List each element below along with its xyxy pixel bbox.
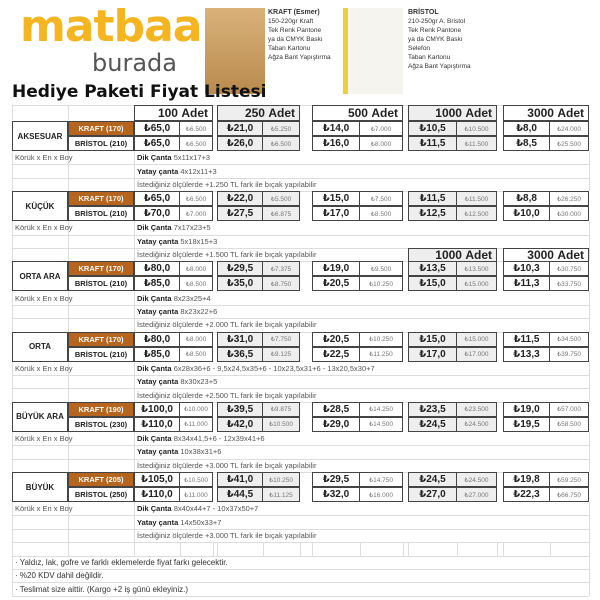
total-price: ₺8.000: [180, 261, 213, 276]
grid-line: [12, 582, 13, 595]
custom-size-note: İstediğiniz ölçülerde +3.000 TL fark ile bıçak yapılabilir: [137, 530, 317, 540]
material-label-kraft: KRAFT (170): [68, 121, 134, 136]
material-label-kraft: KRAFT (205): [68, 472, 134, 487]
material-label-kraft: KRAFT (170): [68, 332, 134, 347]
dik-dimensions: 8x40x44+7 - 10x37x50+7: [173, 504, 259, 514]
unit-price: ₺23,5: [408, 402, 457, 417]
grid-line: [12, 305, 13, 318]
unit-price: ₺24,5: [408, 472, 457, 487]
dim-row: [134, 432, 589, 445]
quantity-header-1000: [408, 248, 497, 262]
quantity-unit: Adet: [371, 106, 398, 120]
unit-price: ₺13,3: [503, 347, 550, 362]
total-price: ₺26.250: [550, 191, 589, 206]
product-line: Selefon: [408, 45, 431, 52]
grid-line: [589, 582, 590, 595]
product-line: Ağza Bant Yapıştırma: [408, 63, 471, 70]
total-price: ₺14.750: [360, 472, 403, 487]
quantity-number: 100: [157, 106, 178, 120]
unit-price: ₺20,5: [312, 276, 360, 291]
yatay-dimensions: 10x38x31+6: [180, 447, 222, 457]
grid-line: [589, 445, 590, 458]
grid-line: [12, 178, 13, 191]
total-price: ₺11.250: [360, 347, 403, 362]
dim-row: [134, 291, 589, 304]
grid-line: [12, 248, 13, 261]
unit-price: ₺22,0: [217, 191, 263, 206]
unit-price: ₺19,8: [503, 472, 550, 487]
total-price: ₺12.500: [457, 206, 497, 221]
footer-note: · %20 KDV dahil değildir.: [15, 571, 104, 581]
group-label: ORTA ARA: [12, 261, 68, 291]
total-price: ₺7.000: [360, 121, 403, 136]
dimension-label: Körük x En x Boy: [15, 293, 73, 303]
product-line: Tek Renk Pantone: [268, 27, 322, 34]
total-price: ₺39.750: [550, 347, 589, 362]
grid-line: [589, 305, 590, 318]
total-price: ₺6.500: [180, 121, 213, 136]
dik-label: Dik Çanta: [137, 504, 172, 514]
grid-line: [589, 529, 590, 542]
unit-price: ₺8,5: [503, 136, 550, 151]
material-label-bristol: BRİSTOL (230): [68, 417, 134, 432]
grid-line: [497, 542, 498, 555]
grid-line: [300, 542, 301, 555]
total-price: ₺59.250: [550, 472, 589, 487]
footer-note: · Yaldız, lak, gofre ve farklı eklemelerde fiyat farkı gelecektir.: [15, 557, 228, 567]
unit-price: ₺19,5: [503, 417, 550, 432]
total-price: ₺24.500: [457, 417, 497, 432]
dik-label: Dik Çanta: [137, 363, 172, 373]
group-label: KÜÇÜK: [12, 191, 68, 221]
product-line: ya da CMYK Baskı: [268, 36, 323, 43]
product-line: Taban Kartonu: [408, 54, 451, 61]
material-label-bristol: BRİSTOL (210): [68, 347, 134, 362]
unit-price: ₺24,5: [408, 417, 457, 432]
grid-line: [589, 235, 590, 248]
yatay-dimensions: 14x50x33+7: [180, 517, 222, 527]
grid-line: [12, 569, 13, 582]
total-price: ₺11.000: [180, 487, 213, 502]
kraft-product-info: [268, 8, 331, 62]
grid-line: [12, 105, 13, 120]
grid-line: [589, 362, 590, 375]
total-price: ₺6.500: [180, 136, 213, 151]
quantity-header-250: [217, 105, 300, 121]
quantity-header-3000: [503, 105, 589, 121]
yatay-row: [134, 375, 589, 388]
unit-price: ₺15,0: [408, 332, 457, 347]
grid-line: [12, 164, 13, 177]
dimension-label: Körük x En x Boy: [15, 433, 73, 443]
unit-price: ₺10,3: [503, 261, 550, 276]
product-line: Tek Renk Pantone: [408, 27, 462, 34]
product-line: Taban Kartonu: [268, 45, 311, 52]
total-price: ₺5.250: [263, 121, 300, 136]
unit-price: ₺19,0: [312, 261, 360, 276]
grid-line: [68, 542, 69, 555]
quantity-unit: Adet: [268, 106, 295, 120]
grid-line: [68, 178, 69, 191]
dik-label: Dik Çanta: [137, 153, 172, 163]
dik-dimensions: 7x17x23+5: [173, 223, 211, 233]
grid-line: [312, 542, 313, 555]
bristol-product-name: BRİSTOL: [408, 9, 439, 16]
total-price: ₺57.000: [550, 402, 589, 417]
custom-size-note: İstediğiniz ölçülerde +3.000 TL fark ile bıçak yapılabilir: [137, 460, 317, 470]
unit-price: ₺26,0: [217, 136, 263, 151]
product-line: 210-250gr A. Bristol: [408, 18, 466, 25]
grid-line: [68, 445, 69, 458]
unit-price: ₺32,0: [312, 487, 360, 502]
unit-price: ₺80,0: [134, 261, 180, 276]
unit-price: ₺11,3: [503, 276, 550, 291]
grid-line: [589, 432, 590, 445]
unit-price: ₺70,0: [134, 206, 180, 221]
dik-dimensions: 8x23x25+4: [173, 293, 211, 303]
yatay-label: Yatay çanta: [137, 306, 179, 316]
group-label: AKSESUAR: [12, 121, 68, 151]
unit-price: ₺8,0: [503, 121, 550, 136]
total-price: ₺15.000: [457, 332, 497, 347]
unit-price: ₺15,0: [408, 276, 457, 291]
total-price: ₺15.000: [457, 276, 497, 291]
total-price: ₺10.250: [360, 332, 403, 347]
grid-line: [589, 375, 590, 388]
total-price: ₺11.125: [263, 487, 300, 502]
total-price: ₺23.500: [457, 402, 497, 417]
grid-line: [68, 388, 69, 401]
yatay-dimensions: 5x18x15+3: [180, 236, 218, 246]
material-label-bristol: BRİSTOL (210): [68, 136, 134, 151]
unit-price: ₺39,5: [217, 402, 263, 417]
unit-price: ₺17,0: [408, 347, 457, 362]
grid-line: [217, 542, 218, 555]
group-label: BÜYÜK: [12, 472, 68, 502]
unit-price: ₺20,5: [312, 332, 360, 347]
material-label-bristol: BRİSTOL (250): [68, 487, 134, 502]
grid-line: [589, 178, 590, 191]
yatay-label: Yatay çanta: [137, 166, 179, 176]
quantity-unit: Adet: [181, 106, 208, 120]
quantity-number: 1000: [435, 106, 462, 120]
total-price: ₺5.500: [263, 191, 300, 206]
grid-line: [68, 164, 69, 177]
grid-line: [589, 221, 590, 234]
total-price: ₺27.000: [457, 487, 497, 502]
quantity-unit: Adet: [557, 106, 584, 120]
yatay-row: [134, 164, 589, 177]
grid-line: [589, 556, 590, 569]
unit-price: ₺28,5: [312, 402, 360, 417]
unit-price: ₺29,0: [312, 417, 360, 432]
material-label-kraft: KRAFT (190): [68, 402, 134, 417]
dim-row: [134, 362, 589, 375]
unit-price: ₺65,0: [134, 121, 180, 136]
yatay-label: Yatay çanta: [137, 377, 179, 387]
grid-line: [12, 318, 13, 331]
unit-price: ₺22,5: [312, 347, 360, 362]
grid-line: [12, 459, 13, 472]
total-price: ₺10.250: [263, 472, 300, 487]
dik-label: Dik Çanta: [137, 293, 172, 303]
custom-size-note: İstediğiniz ölçülerde +1.500 TL fark ile bıçak yapılabilir: [137, 250, 317, 260]
unit-price: ₺42,0: [217, 417, 263, 432]
product-line: 150-220gr Kraft: [268, 18, 314, 25]
unit-price: ₺44,5: [217, 487, 263, 502]
total-price: ₺14.500: [360, 417, 403, 432]
grid-line: [12, 445, 13, 458]
grid-line: [12, 388, 13, 401]
unit-price: ₺15,0: [312, 191, 360, 206]
bristol-product-info: [408, 8, 471, 71]
unit-price: ₺29,5: [312, 472, 360, 487]
dimension-label: Körük x En x Boy: [15, 223, 73, 233]
dimension-label: Körük x En x Boy: [15, 153, 73, 163]
total-price: ₺8.500: [360, 206, 403, 221]
total-price: ₺8.000: [360, 136, 403, 151]
total-price: ₺8.000: [180, 332, 213, 347]
page-title: Hediye Paketi Fiyat Listesi: [12, 82, 267, 102]
yatay-dimensions: 4x12x11+3: [180, 166, 217, 176]
grid-line: [457, 542, 458, 555]
unit-price: ₺16,0: [312, 136, 360, 151]
grid-line: [589, 459, 590, 472]
total-price: ₺25.500: [550, 136, 589, 151]
grid-line: [589, 164, 590, 177]
quantity-number: 3000: [527, 248, 554, 263]
unit-price: ₺27,5: [217, 206, 263, 221]
material-label-bristol: BRİSTOL (210): [68, 276, 134, 291]
unit-price: ₺12,5: [408, 206, 457, 221]
group-label: BÜYÜK ARA: [12, 402, 68, 432]
unit-price: ₺14,0: [312, 121, 360, 136]
quantity-number: 500: [347, 106, 368, 120]
yatay-row: [134, 445, 589, 458]
yatay-row: [134, 305, 589, 318]
brand-logo-burada: burada: [92, 49, 177, 77]
dim-row: [134, 221, 589, 234]
total-price: ₺17.000: [457, 347, 497, 362]
grid-line: [213, 542, 214, 555]
quantity-number: 3000: [527, 106, 554, 120]
grid-line: [408, 542, 409, 555]
custom-size-note: İstediğiniz ölçülerde +2.500 TL fark ile bıçak yapılabilir: [137, 390, 317, 400]
total-price: ₺6.500: [263, 136, 300, 151]
yatay-label: Yatay çanta: [137, 236, 179, 246]
total-price: ₺11.500: [457, 136, 497, 151]
total-price: ₺8.500: [180, 347, 213, 362]
grid-line: [589, 502, 590, 515]
total-price: ₺7.500: [360, 191, 403, 206]
dik-dimensions: 8x34x41,5+6 - 12x39x41+6: [173, 433, 265, 443]
grid-line: [134, 542, 135, 555]
unit-price: ₺10,5: [408, 121, 457, 136]
total-price: ₺10.500: [457, 121, 497, 136]
bristol-box-image: [343, 8, 403, 94]
total-price: ₺11.500: [457, 191, 497, 206]
total-price: ₺9.875: [263, 402, 300, 417]
total-price: ₺58.500: [550, 417, 589, 432]
grid-line: [263, 542, 264, 555]
total-price: ₺24.500: [457, 472, 497, 487]
yatay-dimensions: 8x23x22+6: [180, 306, 218, 316]
footer-note: · Teslimat size aittir. (Kargo +2 iş günü ekleyiniz.): [15, 584, 189, 594]
dik-dimensions: 5x11x17+3: [173, 153, 211, 163]
grid-line: [68, 459, 69, 472]
grid-line: [68, 248, 69, 261]
quantity-header-1000: [408, 105, 497, 121]
total-price: ₺10.250: [360, 276, 403, 291]
total-price: ₺6.500: [180, 191, 213, 206]
unit-price: ₺11,5: [408, 191, 457, 206]
group-label: ORTA: [12, 332, 68, 362]
material-label-bristol: BRİSTOL (210): [68, 206, 134, 221]
yatay-row: [134, 235, 589, 248]
grid-line: [12, 515, 13, 528]
unit-price: ₺10,0: [503, 206, 550, 221]
unit-price: ₺105,0: [134, 472, 180, 487]
quantity-unit: Adet: [465, 248, 492, 263]
quantity-header-3000: [503, 248, 589, 262]
grid-line: [503, 542, 504, 555]
grid-line: [68, 515, 69, 528]
total-price: ₺33.750: [550, 276, 589, 291]
grid-line: [12, 529, 13, 542]
total-price: ₺8.500: [180, 276, 213, 291]
unit-price: ₺17,0: [312, 206, 360, 221]
yatay-label: Yatay çanta: [137, 517, 179, 527]
dim-row: [134, 502, 589, 515]
unit-price: ₺85,0: [134, 276, 180, 291]
total-price: ₺8.750: [263, 276, 300, 291]
unit-price: ₺8,8: [503, 191, 550, 206]
total-price: ₺10.000: [180, 402, 213, 417]
grid-line: [589, 248, 590, 261]
quantity-unit: Adet: [465, 106, 492, 120]
unit-price: ₺19,0: [503, 402, 550, 417]
material-label-kraft: KRAFT (170): [68, 261, 134, 276]
grid-line: [12, 542, 13, 555]
grid-line: [68, 318, 69, 331]
total-price: ₺30.750: [550, 261, 589, 276]
unit-price: ₺35,0: [217, 276, 263, 291]
unit-price: ₺100,0: [134, 402, 180, 417]
quantity-unit: Adet: [557, 248, 584, 263]
grid-line: [589, 542, 590, 555]
total-price: ₺9.125: [263, 347, 300, 362]
grid-line: [180, 542, 181, 555]
yatay-label: Yatay çanta: [137, 447, 179, 457]
unit-price: ₺13,5: [408, 261, 457, 276]
total-price: ₺30.000: [550, 206, 589, 221]
unit-price: ₺110,0: [134, 487, 180, 502]
total-price: ₺9.500: [360, 261, 403, 276]
dimension-label: Körük x En x Boy: [15, 504, 73, 514]
grid-line: [68, 529, 69, 542]
total-price: ₺24.000: [550, 121, 589, 136]
unit-price: ₺11,5: [408, 136, 457, 151]
quantity-number: 1000: [435, 248, 462, 263]
grid-line: [550, 542, 551, 555]
unit-price: ₺41,0: [217, 472, 263, 487]
unit-price: ₺11,5: [503, 332, 550, 347]
dik-label: Dik Çanta: [137, 223, 172, 233]
total-price: ₺10.500: [263, 417, 300, 432]
total-price: ₺7.375: [263, 261, 300, 276]
quantity-header-500: [312, 105, 403, 121]
grid-line: [12, 596, 589, 597]
total-price: ₺16.000: [360, 487, 403, 502]
grid-line: [360, 542, 361, 555]
grid-line: [68, 305, 69, 318]
grid-line: [68, 235, 69, 248]
dik-dimensions: 6x28x36+6 - 9,5x24,5x35+6 - 10x23,5x31+6 - 13x20,5x30+7: [173, 363, 375, 373]
total-price: ₺11.000: [180, 417, 213, 432]
kraft-product-name: KRAFT (Esmer): [268, 9, 320, 16]
grid-line: [589, 569, 590, 582]
grid-line: [589, 291, 590, 304]
grid-line: [403, 542, 404, 555]
quantity-number: 250: [244, 106, 265, 120]
total-price: ₺34.500: [550, 332, 589, 347]
grid-line: [12, 235, 13, 248]
unit-price: ₺22,3: [503, 487, 550, 502]
unit-price: ₺21,0: [217, 121, 263, 136]
unit-price: ₺27,0: [408, 487, 457, 502]
total-price: ₺7.750: [263, 332, 300, 347]
total-price: ₺66.750: [550, 487, 589, 502]
dik-label: Dik Çanta: [137, 433, 172, 443]
unit-price: ₺31,0: [217, 332, 263, 347]
grid-line: [589, 318, 590, 331]
grid-line: [68, 105, 69, 120]
grid-line: [12, 375, 13, 388]
custom-size-note: İstediğiniz ölçülerde +1.250 TL fark ile bıçak yapılabilir: [137, 179, 317, 189]
quantity-header-100: [134, 105, 213, 121]
grid-line: [68, 375, 69, 388]
total-price: ₺6.875: [263, 206, 300, 221]
yatay-row: [134, 515, 589, 528]
product-line: Ağza Bant Yapıştırma: [268, 54, 331, 61]
unit-price: ₺85,0: [134, 347, 180, 362]
custom-size-note: İstediğiniz ölçülerde +2.000 TL fark ile bıçak yapılabilir: [137, 320, 317, 330]
yatay-dimensions: 8x30x23+5: [180, 377, 218, 387]
grid-line: [589, 515, 590, 528]
total-price: ₺7.000: [180, 206, 213, 221]
dimension-label: Körük x En x Boy: [15, 363, 73, 373]
grid-line: [589, 151, 590, 164]
grid-line: [589, 388, 590, 401]
unit-price: ₺29,5: [217, 261, 263, 276]
dim-row: [134, 151, 589, 164]
total-price: ₺10.500: [180, 472, 213, 487]
unit-price: ₺65,0: [134, 136, 180, 151]
total-price: ₺13.500: [457, 261, 497, 276]
unit-price: ₺80,0: [134, 332, 180, 347]
total-price: ₺14.250: [360, 402, 403, 417]
material-label-kraft: KRAFT (170): [68, 191, 134, 206]
brand-logo-matbaa: matbaa: [20, 1, 202, 52]
grid-line: [12, 556, 13, 569]
unit-price: ₺36,5: [217, 347, 263, 362]
unit-price: ₺65,0: [134, 191, 180, 206]
unit-price: ₺110,0: [134, 417, 180, 432]
product-line: ya da CMYK Baskı: [408, 36, 463, 43]
